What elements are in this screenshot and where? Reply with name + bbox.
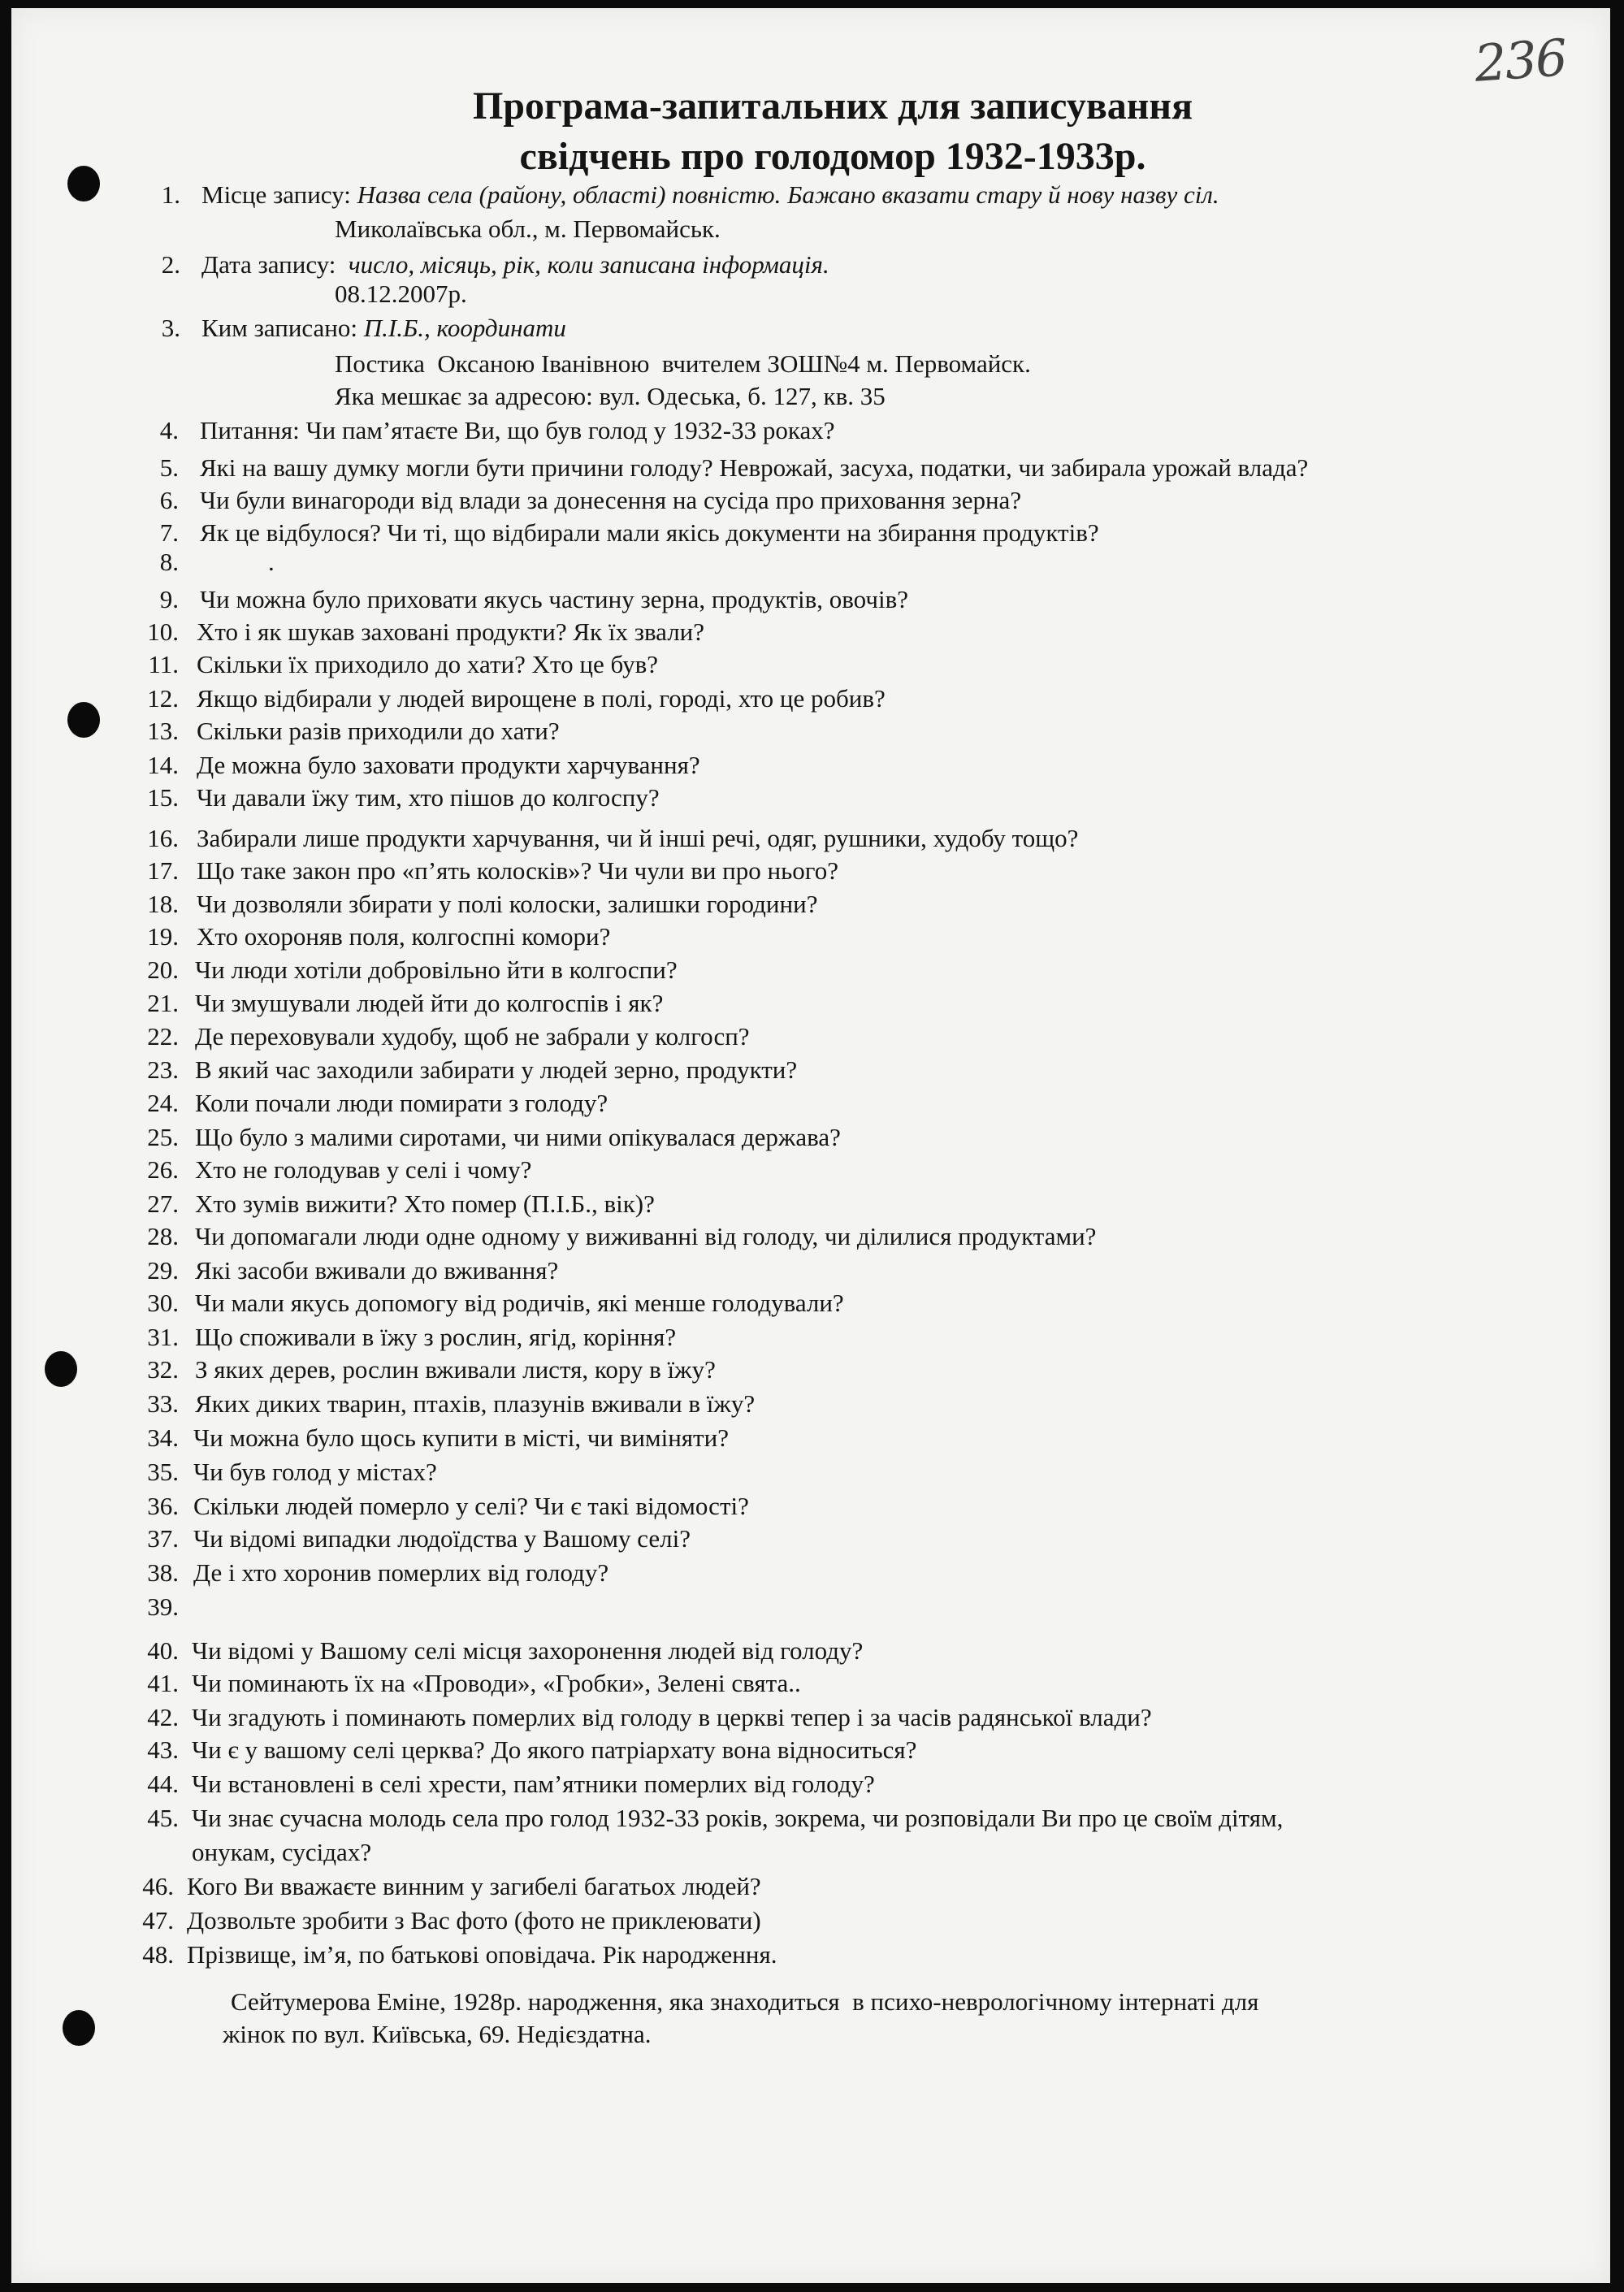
item-hint: число, місяць, рік, коли записана інформація.	[348, 250, 829, 279]
item-number: 28.	[147, 1222, 179, 1250]
item-number: 36.	[147, 1492, 179, 1520]
item-number: 9.	[159, 585, 179, 613]
handwritten-page-number: 236	[1472, 28, 1568, 93]
item-number: 7.	[159, 518, 179, 547]
item-text: Забирали лише продукти харчування, чи й інші речі, одяг, рушники, худобу тощо?	[197, 824, 1079, 852]
item-number: 19.	[147, 922, 179, 951]
item-number: 39.	[147, 1592, 179, 1621]
item-number: 40.	[147, 1636, 179, 1665]
item-text: Чи люди хотіли добровільно йти в колгоспи?	[195, 955, 678, 984]
item-text: Що було з малими сиротами, чи ними опікувалася держава?	[195, 1123, 841, 1151]
item-text: Як це відбулося? Чи ті, що відбирали мали якісь документи на збирання продуктів?	[200, 518, 1099, 547]
item-number: 29.	[147, 1256, 179, 1285]
item-text: Чи допомагали люди одне одному у виживанні від голоду, чи ділилися продуктами?	[195, 1222, 1097, 1250]
item-text: Прізвище, ім’я, по батькові оповідача. Рік народження.	[187, 1940, 777, 1969]
item-text: Де переховували худобу, щоб не забрали у колгосп?	[195, 1022, 750, 1051]
item-text: .	[268, 548, 275, 576]
item-answer: 08.12.2007р.	[335, 279, 467, 308]
item-answer: Миколаївська обл., м. Первомайськ.	[335, 214, 721, 243]
item-number: 5.	[159, 453, 179, 482]
item-text: Чи змушували людей йти до колгоспів і як?	[195, 989, 664, 1017]
item-number: 8.	[159, 548, 179, 576]
punch-hole	[45, 1351, 77, 1387]
item-text: Чи встановлені в селі хрести, пам’ятники померлих від голоду?	[192, 1770, 875, 1798]
punch-hole	[63, 2010, 95, 2046]
item-text: В який час заходили забирати у людей зерно, продукти?	[195, 1055, 798, 1084]
item-text: Де можна було заховати продукти харчування?	[197, 751, 700, 779]
item-text-continuation: онукам, сусідах?	[192, 1838, 372, 1866]
item-text: З яких дерев, рослин вживали листя, кору в їжу?	[195, 1355, 716, 1384]
title-line-2: свідчень про голодомор 1932-1933р.	[519, 135, 1146, 178]
item-answer: жінок по вул. Київська, 69. Недієздатна.	[223, 2020, 652, 2048]
item-number: 3.	[161, 314, 180, 342]
item-text: Чи можна було щось купити в місті, чи виміняти?	[193, 1423, 729, 1452]
item-answer: Постика Оксаною Іванівною вчителем ЗОШ№4 м. Первомайск.	[335, 349, 1031, 378]
item-text: Що споживали в їжу з рослин, ягід, коріння?	[195, 1323, 677, 1351]
item-text: Що таке закон про «п’ять колосків»? Чи чули ви про нього?	[197, 856, 838, 885]
item-number: 43.	[147, 1735, 179, 1764]
item-number: 35.	[147, 1458, 179, 1486]
item-number: 10.	[147, 617, 179, 646]
item-text: Хто зумів вижити? Хто помер (П.І.Б., вік)?	[195, 1189, 655, 1218]
item-number: 46.	[142, 1872, 174, 1900]
item-text: Чи поминають їх на «Проводи», «Гробки», Зелені свята..	[192, 1669, 801, 1697]
item-text: Чи був голод у містах?	[193, 1458, 437, 1486]
item-number: 45.	[147, 1804, 179, 1832]
item-text: Чи мали якусь допомогу від родичів, які менше голодували?	[195, 1289, 844, 1317]
item-text: Хто не голодував у селі і чому?	[195, 1155, 532, 1184]
item-number: 44.	[147, 1770, 179, 1798]
item-number: 42.	[147, 1703, 179, 1731]
item-number: 24.	[147, 1089, 179, 1117]
item-number: 21.	[147, 989, 179, 1017]
item-number: 33.	[147, 1389, 179, 1418]
item-number: 32.	[147, 1355, 179, 1384]
item-text: Чи відомі випадки людоїдства у Вашому селі?	[193, 1524, 691, 1553]
item-text: Чи є у вашому селі церква? До якого патріархату вона відноситься?	[192, 1735, 917, 1764]
item-number: 41.	[147, 1669, 179, 1697]
item-text: Дозвольте зробити з Вас фото (фото не приклеювати)	[187, 1906, 761, 1935]
item-number: 4.	[159, 416, 179, 444]
item-number: 26.	[147, 1155, 179, 1184]
item-text: Чи відомі у Вашому селі місця захоронення людей від голоду?	[192, 1636, 864, 1665]
item-number: 18.	[147, 890, 179, 918]
item-label: Дата запису:	[201, 250, 336, 279]
item-text: Чи дозволяли збирати у полі колоски, залишки городини?	[197, 890, 818, 918]
item-number: 22.	[147, 1022, 179, 1051]
item-text: Скільки їх приходило до хати? Хто це був?	[197, 650, 658, 678]
item-text: Кого Ви вважаєте винним у загибелі багатьох людей?	[187, 1872, 761, 1900]
item-answer: Яка мешкає за адресою: вул. Одеська, б. 127, кв. 35	[335, 382, 886, 410]
item-text: Чи давали їжу тим, хто пішов до колгоспу?	[197, 783, 660, 812]
item-number: 47.	[142, 1906, 174, 1935]
item-text: Де і хто хоронив померлих від голоду?	[193, 1558, 609, 1587]
item-number: 15.	[147, 783, 179, 812]
item-number: 17.	[147, 856, 179, 885]
item-number: 30.	[147, 1289, 179, 1317]
item-text: Яких диких тварин, птахів, плазунів вживали в їжу?	[195, 1389, 756, 1418]
item-number: 27.	[147, 1189, 179, 1218]
item-text: Чи були винагороди від влади за донесення на сусіда про приховання зерна?	[200, 486, 1022, 514]
item-number: 37.	[147, 1524, 179, 1553]
item-number: 48.	[142, 1940, 174, 1969]
item-answer: Сейтумерова Еміне, 1928р. народження, яка знаходиться в психо-неврологічному інтернаті для	[231, 1987, 1259, 2016]
item-text: Питання: Чи пам’ятаєте Ви, що був голод у 1932-33 роках?	[200, 416, 835, 444]
title-line-1: Програма-запитальних для записування	[472, 84, 1193, 128]
item-text: Які засоби вживали до вживання?	[195, 1256, 559, 1285]
item-number: 38.	[147, 1558, 179, 1587]
item-text: Скільки разів приходили до хати?	[197, 717, 560, 745]
item-number: 34.	[147, 1423, 179, 1452]
item-number: 16.	[147, 824, 179, 852]
item-text: Які на вашу думку могли бути причини голоду? Неврожай, засуха, податки, чи забирала урожай влада?	[200, 453, 1309, 482]
item-number: 2.	[161, 250, 180, 279]
item-hint: П.І.Б., координати	[363, 314, 566, 342]
item-text: Якщо відбирали у людей вирощене в полі, городі, хто це робив?	[197, 684, 886, 713]
item-text: Чи знає сучасна молодь села про голод 1932-33 років, зокрема, чи розповідали Ви про це своїм дітям,	[192, 1804, 1284, 1832]
item-number: 11.	[148, 650, 179, 678]
item-text: Хто і як шукав заховані продукти? Як їх звали?	[197, 617, 705, 646]
item-text: Чи згадують і поминають померлих від голоду в церкві тепер і за часів радянської влади?	[192, 1703, 1152, 1731]
item-label: Місце запису:	[201, 180, 351, 209]
item-label: Ким записано:	[201, 314, 358, 342]
item-text: Коли почали люди помирати з голоду?	[195, 1089, 608, 1117]
item-text: Скільки людей померло у селі? Чи є такі відомості?	[193, 1492, 749, 1520]
item-number: 23.	[147, 1055, 179, 1084]
item-number: 1.	[161, 180, 180, 209]
item-number: 12.	[147, 684, 179, 713]
item-number: 14.	[147, 751, 179, 779]
page-title	[0, 81, 1624, 182]
item-text: Чи можна було приховати якусь частину зерна, продуктів, овочів?	[200, 585, 908, 613]
item-number: 25.	[147, 1123, 179, 1151]
item-number: 6.	[159, 486, 179, 514]
item-number: 20.	[147, 955, 179, 984]
punch-hole	[67, 702, 100, 738]
item-text: Хто охороняв поля, колгоспні комори?	[197, 922, 611, 951]
item-hint: Назва села (району, області) повністю. Бажано вказати стару й нову назву сіл.	[357, 180, 1219, 209]
item-number: 31.	[147, 1323, 179, 1351]
item-number: 13.	[147, 717, 179, 745]
